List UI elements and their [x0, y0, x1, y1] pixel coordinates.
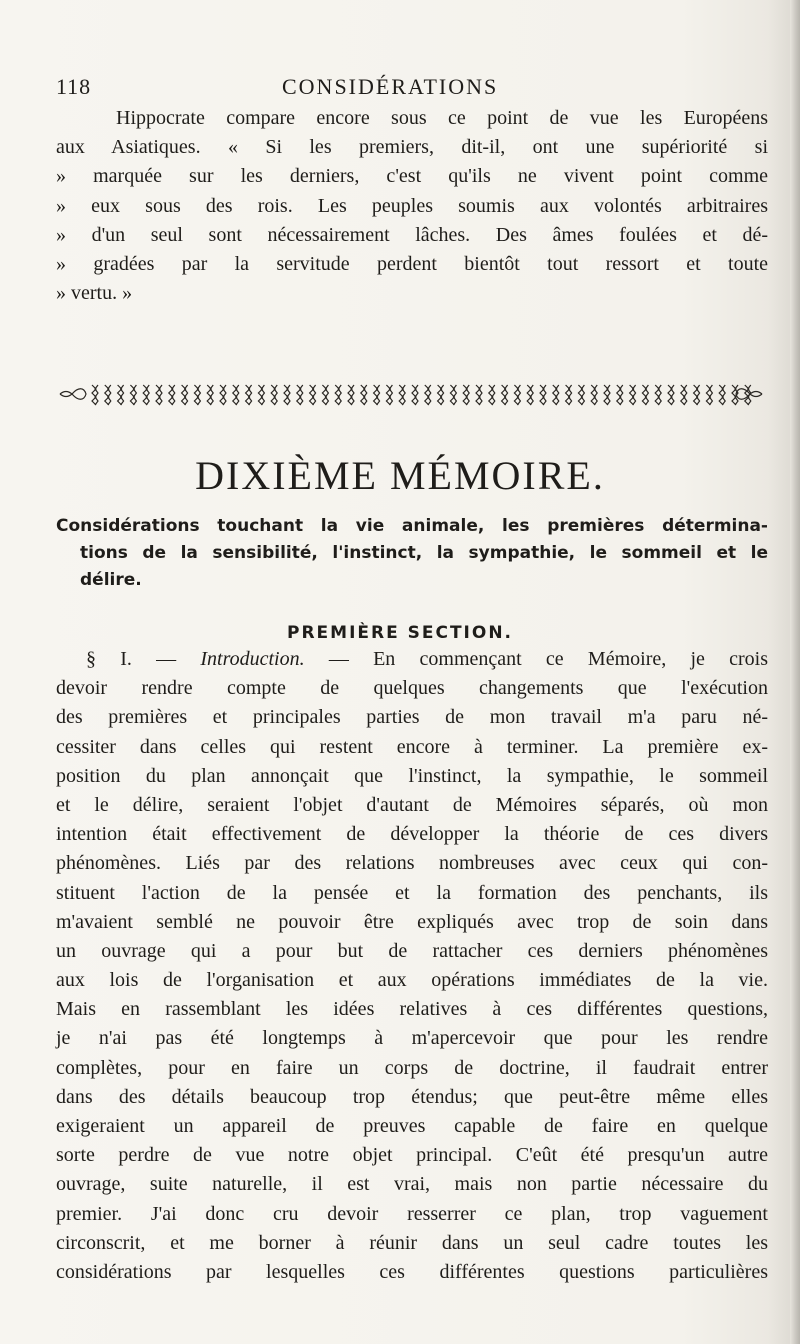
body-line: devoir rendre compte de quelques changements que l'exécution: [56, 677, 768, 700]
ornament-motif: [578, 385, 584, 405]
ornament-motif: [335, 385, 341, 405]
ornament-motif: [681, 385, 687, 405]
quote-paragraph: [56, 104, 768, 308]
ornament-motif: [694, 385, 700, 405]
quote-line: » eux sous des rois. Les peuples soumis aux volontés arbitraires: [56, 194, 768, 217]
ornament-motif: [642, 385, 648, 405]
body-first-line: [56, 645, 768, 674]
ornament-motif: [630, 385, 636, 405]
body-line: stituent l'action de la pensée et la formation des penchants, ils: [56, 881, 768, 904]
subtitle-line: Considérations touchant la vie animale, les premières détermina-: [56, 516, 768, 536]
ornament-motif: [540, 385, 546, 405]
section-dash: —: [328, 648, 349, 670]
ornament-motif: [604, 385, 610, 405]
ornament-motif: [476, 385, 482, 405]
ornament-motif: [169, 385, 175, 405]
body-line: et le délire, seraient l'objet d'autant de Mémoires séparés, où mon: [56, 793, 768, 816]
body-line: intention était effectivement de développer la théorie de ces divers: [56, 823, 768, 846]
body-line: Mais en rassemblant les idées relatives à ces différentes questions,: [56, 998, 768, 1021]
ornament-motif: [284, 385, 290, 405]
body-line: m'avaient semblé ne pouvoir être expliqués avec trop de soin dans: [56, 910, 768, 933]
ornament-motif: [297, 385, 303, 405]
body-line: un ouvrage qui a pour but de rattacher ces derniers phénomènes: [56, 939, 768, 962]
quote-line: aux Asiatiques. « Si les premiers, dit-il, ont une supériorité si: [56, 136, 768, 159]
ornament-motif: [233, 385, 239, 405]
subtitle-line: délire.: [80, 570, 142, 590]
ornament-motif: [732, 385, 738, 405]
body-line: sorte perdre de vue notre objet principal. C'eût été presqu'un autre: [56, 1144, 768, 1167]
ornament-motif: [92, 385, 98, 405]
running-title: CONSIDÉRATIONS: [282, 74, 499, 99]
ornament-motif: [668, 385, 674, 405]
ornament-motif: [374, 385, 380, 405]
ornament-motif: [130, 385, 136, 405]
chapter-title: DIXIÈME MÉMOIRE.: [195, 453, 605, 498]
ornament-motif: [514, 385, 520, 405]
body-line: considérations par lesquelles ces différentes questions particulières: [56, 1260, 768, 1283]
ornament-motif: [118, 385, 124, 405]
introduction-label: Introduction.: [200, 648, 305, 670]
body-line: cessiter dans celles qui restent encore à terminer. La première ex-: [56, 735, 768, 758]
ornament-left-flourish: [60, 389, 86, 400]
ornament-motif: [271, 385, 277, 405]
ornament-motif: [655, 385, 661, 405]
ornament-motif: [105, 385, 111, 405]
quote-line: » gradées par la servitude perdent bientôt tout ressort et toute: [56, 252, 768, 275]
section-mark: § I. —: [86, 648, 177, 670]
ornament-motif: [412, 385, 418, 405]
running-head: [56, 74, 776, 102]
ornament-motif: [182, 385, 188, 405]
body-line: phénomènes. Liés par des relations nombreuses avec ceux qui con-: [56, 852, 768, 875]
ornament-motif: [553, 385, 559, 405]
body-line: En commençant ce Mémoire, je crois: [373, 648, 768, 670]
ornament-motif: [246, 385, 252, 405]
ornament-motif: [386, 385, 392, 405]
subtitle-line: tions de la sensibilité, l'instinct, la sympathie, le sommeil et le: [80, 543, 768, 563]
ornament-motif: [399, 385, 405, 405]
ornament-motif: [450, 385, 456, 405]
ornament-motif: [706, 385, 712, 405]
ornament-motif: [617, 385, 623, 405]
quote-line: » vertu. »: [56, 282, 133, 305]
section-heading: PREMIÈRE SECTION.: [286, 623, 514, 643]
ornament-motif: [194, 385, 200, 405]
ornament-motif: [348, 385, 354, 405]
ornament-motif: [425, 385, 431, 405]
ornament-motif: [489, 385, 495, 405]
ornament-motif: [143, 385, 149, 405]
ornament-motif: [361, 385, 367, 405]
ornament-motif: [591, 385, 597, 405]
ornament-motif: [310, 385, 316, 405]
ornament-motif: [220, 385, 226, 405]
body-line: complètes, pour en faire un corps de doctrine, il faudrait entrer: [56, 1056, 768, 1079]
body-line: premier. J'ai donc cru devoir resserrer ce plan, trop vaguement: [56, 1202, 768, 1225]
ornament-motif: [566, 385, 572, 405]
body-line: position du plan annonçait que l'instinct, la sympathie, le sommeil: [56, 764, 768, 787]
body-line: circonscrit, et me borner à réunir dans un seul cadre toutes les: [56, 1231, 768, 1254]
quote-line: » d'un seul sont nécessairement lâches. Des âmes foulées et dé-: [56, 223, 768, 246]
ornament-motif: [258, 385, 264, 405]
body-line: exigeraient un appareil de preuves capable de faire en quelque: [56, 1115, 768, 1137]
chapter-subtitle: [56, 513, 768, 594]
ornament-motif: [719, 385, 725, 405]
body-line: des premières et principales parties de mon travail m'a paru né-: [56, 706, 768, 729]
body-line: dans des détails beaucoup trop étendus; que peut-être même elles: [56, 1085, 768, 1108]
quote-line: Hippocrate compare encore sous ce point de vue les Européens: [116, 107, 768, 129]
ornament-motif: [463, 385, 469, 405]
ornament-motif: [438, 385, 444, 405]
ornament-motif: [207, 385, 213, 405]
ornamental-divider: [58, 381, 768, 407]
body-line: ouvrage, suite naturelle, il est vrai, mais non partie nécessaire du: [56, 1173, 768, 1196]
ornament-motif: [156, 385, 162, 405]
body-line: je n'ai pas été longtemps à m'apercevoir que pour les rendre: [56, 1027, 768, 1050]
body-paragraph: [56, 645, 768, 1287]
ornament-motif: [527, 385, 533, 405]
body-line: aux lois de l'organisation et aux opérations immédiates de la vie.: [56, 969, 768, 992]
page-number: 118: [56, 74, 92, 99]
quote-line: » marquée sur les derniers, c'est qu'ils ne vivent point comme: [56, 165, 768, 188]
ornament-motif: [322, 385, 328, 405]
ornament-motif: [502, 385, 508, 405]
page-edge-shadow: [790, 0, 800, 1344]
